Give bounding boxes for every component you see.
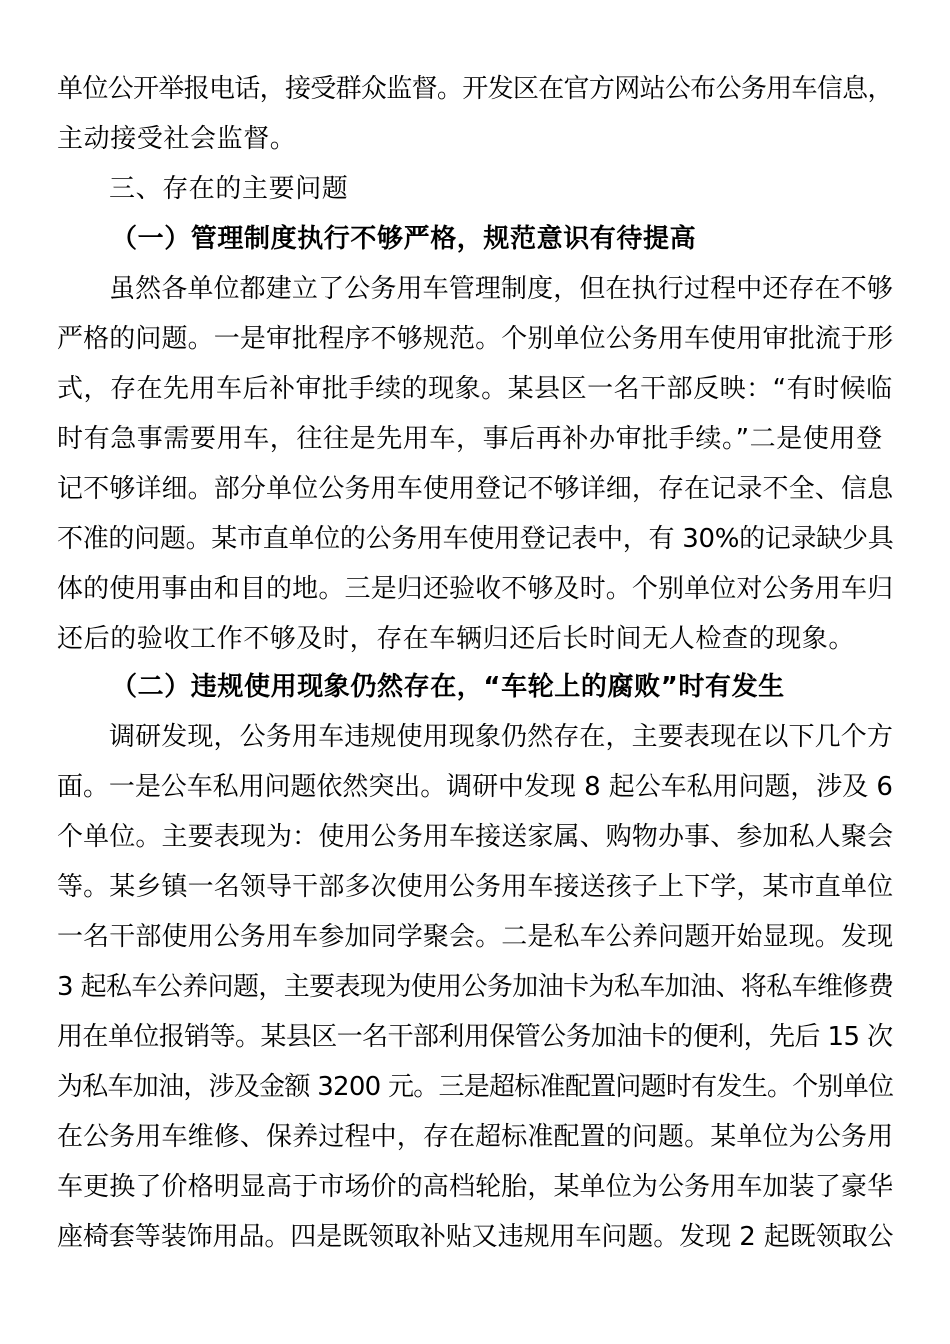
paragraph-line: 不准的问题。某市直单位的公务用车使用登记表中，有 30%的记录缺少具 [57,524,894,554]
paragraph-line: 为私车加油，涉及金额 3200 元。三是超标准配置问题时有发生。个别单位 [57,1072,894,1102]
section-heading: 三、存在的主要问题 [109,174,349,204]
paragraph-line: 还后的验收工作不够及时，存在车辆归还后长时间无人检查的现象。 [57,624,856,654]
paragraph-line: 式，存在先用车后补审批手续的现象。某县区一名干部反映：“有时候临 [57,374,893,404]
paragraph-line: 等。某乡镇一名领导干部多次使用公务用车接送孩子上下学，某市直单位 [57,872,894,902]
paragraph-line: 面。一是公车私用问题依然突出。调研中发现 8 起公车私用问题，涉及 6 [57,772,893,802]
paragraph-line: 时有急事需要用车，往往是先用车，事后再补办审批手续。”二是使用登 [57,424,883,454]
paragraph-line: 单位公开举报电话，接受群众监督。开发区在官方网站公布公务用车信息， [57,74,893,104]
paragraph-line: 3 起私车公养问题，主要表现为使用公务加油卡为私车加油、将私车维修费 [57,972,894,1002]
paragraph-line: 主动接受社会监督。 [57,124,297,154]
paragraph-line: 在公务用车维修、保养过程中，存在超标准配置的问题。某单位为公务用 [57,1122,894,1152]
subsection-heading: （一）管理制度执行不够严格，规范意识有待提高 [111,224,697,254]
paragraph-line: 记不够详细。部分单位公务用车使用登记不够详细，存在记录不全、信息 [57,474,894,504]
paragraph-line: 虽然各单位都建立了公务用车管理制度，但在执行过程中还存在不够 [109,274,894,304]
paragraph-line: 座椅套等装饰用品。四是既领取补贴又违规用车问题。发现 2 起既领取公 [57,1222,894,1252]
paragraph-line: 严格的问题。一是审批程序不够规范。个别单位公务用车使用审批流于形 [57,324,894,354]
paragraph-line: 个单位。主要表现为：使用公务用车接送家属、购物办事、参加私人聚会 [57,822,894,852]
paragraph-line: 体的使用事由和目的地。三是归还验收不够及时。个别单位对公务用车归 [57,574,894,604]
subsection-heading: （二）违规使用现象仍然存在，“车轮上的腐败”时有发生 [111,672,785,702]
paragraph-line: 用在单位报销等。某县区一名干部利用保管公务加油卡的便利，先后 15 次 [57,1022,893,1052]
paragraph-line: 一名干部使用公务用车参加同学聚会。二是私车公养问题开始显现。发现 [57,922,894,952]
paragraph-line: 调研发现，公务用车违规使用现象仍然存在，主要表现在以下几个方 [109,722,894,752]
paragraph-line: 车更换了价格明显高于市场价的高档轮胎，某单位为公务用车加装了豪华 [57,1172,894,1202]
